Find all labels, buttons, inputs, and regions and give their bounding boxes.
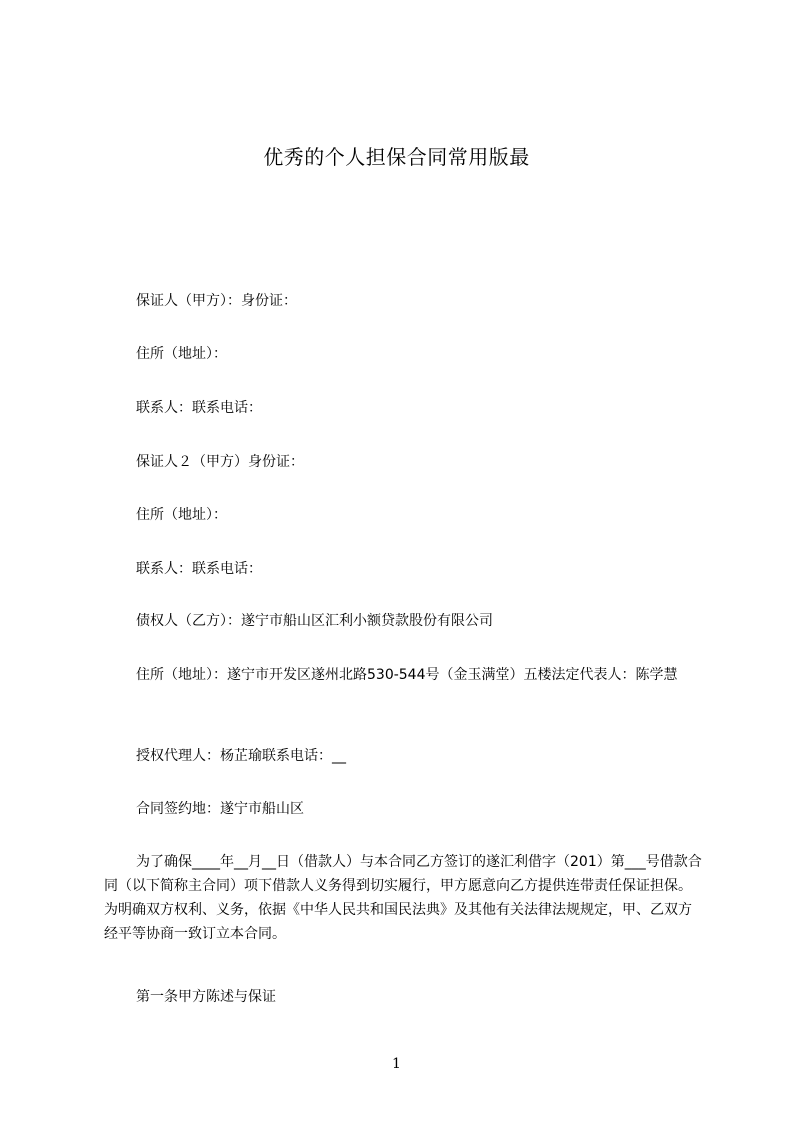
guarantor-address-line: 住所（地址）： bbox=[136, 346, 227, 362]
article-one-heading: 第一条甲方陈述与保证 bbox=[136, 989, 276, 1005]
contract-preamble: 为了确保____年__月__日（借款人）与本合同乙方签订的遂汇利借字（201）第___号借款合同（以下简称主合同）项下借款人义务得到切实履行，甲方愿意向乙方提供连带责任保证担保。为明确双方权利、义务，依据《中华人民共和国民法典》及其他有关法律法规规定，甲、乙双方经平等协商一致订立本合同。 bbox=[104, 854, 702, 942]
guarantor2-address-line: 住所（地址）： bbox=[136, 507, 227, 523]
guarantor-contact-line: 联系人：联系电话： bbox=[136, 400, 262, 416]
guarantor2-id-line: 保证人２（甲方）身份证： bbox=[136, 454, 304, 470]
document-title: 优秀的个人担保合同常用版最 bbox=[263, 145, 530, 169]
guarantor-id-line: 保证人（甲方）：身份证： bbox=[136, 293, 297, 309]
guarantor2-contact-line: 联系人：联系电话： bbox=[136, 561, 262, 577]
authorized-agent-line: 授权代理人：杨芷瑜联系电话：__ bbox=[136, 748, 346, 764]
creditor-address-line: 住所（地址）：遂宁市开发区遂州北路530-544号（金玉满堂）五楼法定代表人：陈学慧 bbox=[136, 667, 678, 683]
creditor-line: 债权人（乙方）：遂宁市船山区汇利小额贷款股份有限公司 bbox=[136, 613, 493, 629]
page-number: 1 bbox=[392, 1056, 401, 1072]
signing-place-line: 合同签约地：遂宁市船山区 bbox=[136, 801, 304, 817]
